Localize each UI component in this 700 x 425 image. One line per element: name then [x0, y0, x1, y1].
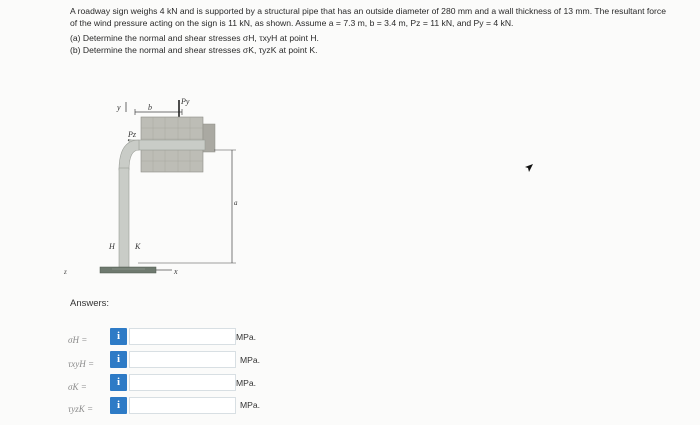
info-button[interactable]: i — [110, 374, 127, 391]
problem-part-b: (b) Determine the normal and shear stresses σK, τyzK at point K. — [70, 45, 318, 55]
pipe-elbow — [119, 140, 139, 170]
answer-input-sigma-k[interactable] — [129, 374, 236, 391]
answers-heading: Answers: — [70, 298, 110, 309]
info-button[interactable]: i — [110, 397, 127, 414]
info-button[interactable]: i — [110, 328, 127, 345]
info-button[interactable]: i — [110, 351, 127, 368]
label-y: y — [117, 103, 121, 112]
label-k: K — [135, 242, 141, 251]
unit-label: MPa. — [240, 400, 261, 410]
pipe-arm — [129, 140, 205, 150]
label-b: b — [148, 103, 152, 112]
answer-symbol: σH = — [68, 335, 88, 345]
label-z: z — [64, 268, 67, 276]
pipe-column — [119, 168, 129, 268]
unit-label: MPa. — [240, 355, 261, 365]
answer-symbol: σK = — [68, 382, 87, 392]
problem-intro: A roadway sign weighs 4 kN and is supported by a structural pipe that has an outside diameter of 280 mm and a wall thickness of 13 mm. The resultant force of the wind pressure acting on the sign is 11 kN, as shown. Assume a = 7.3 m, b = 3.4 m, Pz = 11 kN, and Py = 4 kN. — [70, 6, 666, 28]
label-x: x — [174, 267, 178, 276]
base-plate — [100, 267, 156, 273]
unit-label: MPa. — [236, 332, 257, 342]
answer-symbol: τyzK = — [68, 404, 94, 414]
label-pz: Pz — [128, 130, 136, 139]
answer-input-sigma-h[interactable] — [129, 328, 236, 345]
problem-part-a: (a) Determine the normal and shear stresses σH, τxyH at point H. — [70, 33, 319, 43]
label-py: Py — [181, 97, 190, 106]
answer-symbol: τxyH = — [68, 359, 95, 369]
answer-input-tau-xy-h[interactable] — [129, 351, 236, 368]
mouse-cursor-icon — [524, 163, 534, 173]
answer-input-tau-yz-k[interactable] — [129, 397, 236, 414]
label-h: H — [109, 242, 115, 251]
unit-label: MPa. — [236, 378, 257, 388]
label-a: a — [234, 199, 238, 207]
